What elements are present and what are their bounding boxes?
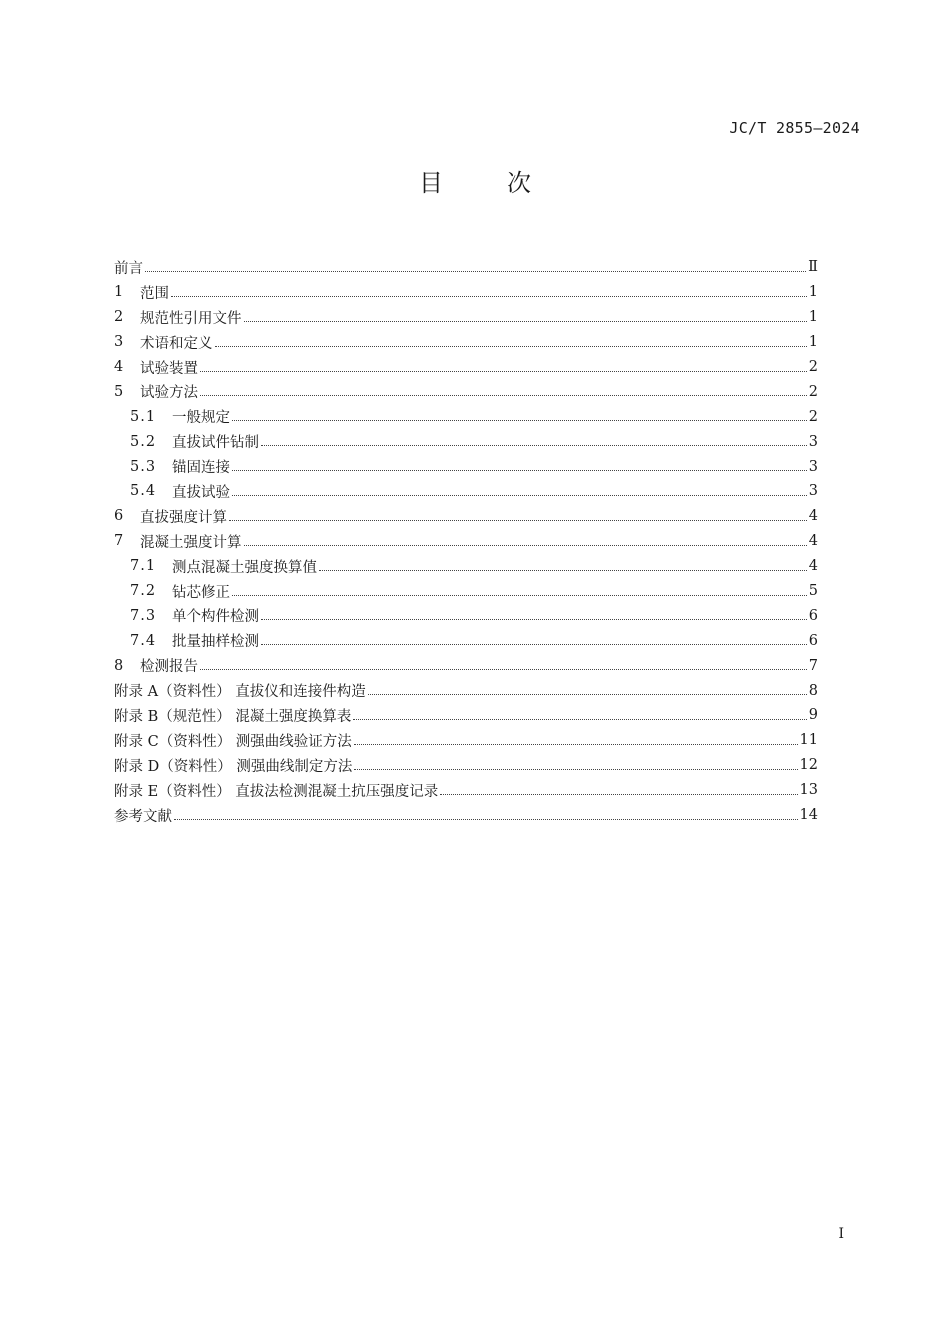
- toc-leader-dots: [200, 669, 807, 670]
- toc-entry-label: 参考文献: [114, 808, 172, 825]
- toc-entry-label: 检测报告: [140, 659, 198, 676]
- toc-entry-number: 6: [114, 508, 124, 525]
- toc-entry-label: 混凝土强度计算: [140, 534, 242, 551]
- toc-entry-number: 8: [114, 657, 124, 674]
- toc-entry[interactable]: [114, 504, 818, 529]
- toc-entry-page: 13: [799, 782, 818, 799]
- page-title: 目次: [419, 169, 595, 197]
- toc-leader-dots: [368, 694, 807, 695]
- toc-entry[interactable]: [114, 728, 818, 753]
- toc-leader-dots: [200, 371, 807, 372]
- toc-entry-page: 1: [808, 284, 818, 301]
- toc-leader-dots: [232, 595, 807, 596]
- toc-leader-dots: [232, 470, 807, 471]
- toc-entry-label: 前言: [114, 260, 143, 277]
- toc-entry-label: 批量抽样检测: [172, 634, 259, 651]
- toc-entry-page: 2: [808, 359, 818, 375]
- toc-entry-label: 单个构件检测: [172, 609, 259, 626]
- toc-entry-page: 7: [808, 657, 818, 674]
- toc-entry-number: 7.1: [130, 558, 157, 575]
- toc-entry-number: 5: [114, 383, 124, 400]
- toc-leader-dots: [354, 744, 798, 745]
- toc-entry-page: 4: [808, 558, 818, 575]
- toc-entry[interactable]: [114, 753, 818, 778]
- toc-entry[interactable]: [114, 653, 818, 678]
- toc-entry[interactable]: [114, 579, 818, 604]
- toc-entry-label: 术语和定义: [140, 335, 213, 352]
- toc-entry[interactable]: [114, 355, 818, 380]
- toc-entry-page: Ⅱ: [808, 259, 818, 276]
- toc-entry-label: 附录 E（资料性） 直拔法检测混凝土抗压强度记录: [114, 783, 439, 800]
- toc-entry-number: 1: [114, 284, 124, 301]
- toc-leader-dots: [171, 296, 807, 297]
- toc-entry[interactable]: [114, 803, 818, 828]
- toc-entry-label: 直拔试件钻制: [172, 435, 259, 452]
- toc-entry-label: 锚固连接: [172, 460, 230, 477]
- toc-leader-dots: [232, 420, 807, 421]
- toc-entry[interactable]: [114, 404, 818, 429]
- toc-entry-label: 附录 B（规范性） 混凝土强度换算表: [114, 708, 352, 725]
- toc-leader-dots: [261, 644, 807, 645]
- toc-entry-label: 直拔试验: [172, 484, 230, 501]
- toc-leader-dots: [244, 545, 807, 546]
- toc-entry-label: 钻芯修正: [172, 584, 230, 601]
- toc-leader-dots: [353, 719, 806, 720]
- toc-entry-label: 试验装置: [140, 360, 198, 377]
- toc-entry-number: 2: [114, 309, 124, 326]
- toc-entry-label: 规范性引用文件: [140, 310, 242, 327]
- toc-entry[interactable]: [114, 529, 818, 554]
- toc-entry-number: 3: [114, 334, 124, 351]
- toc-entry-number: 4: [114, 359, 124, 375]
- toc-entry-page: 4: [808, 508, 818, 525]
- toc-entry[interactable]: [114, 628, 818, 653]
- toc-leader-dots: [232, 495, 807, 496]
- toc-entry-page: 1: [808, 309, 818, 326]
- toc-entry[interactable]: [114, 255, 818, 280]
- toc-entry[interactable]: [114, 554, 818, 579]
- toc-entry-number: 7.4: [130, 632, 157, 649]
- toc-entry-page: 3: [808, 483, 818, 500]
- toc-entry[interactable]: [114, 305, 818, 330]
- toc-entry-page: 4: [808, 533, 818, 550]
- toc-entry-page: 2: [808, 408, 818, 425]
- toc-entry-label: 附录 D（资料性） 测强曲线制定方法: [114, 758, 353, 775]
- toc-entry-label: 一般规定: [172, 410, 230, 427]
- toc-entry-page: 11: [799, 732, 818, 749]
- toc-entry-label: 附录 A（资料性） 直拔仪和连接件构造: [114, 684, 366, 701]
- document-code: JC/T 2855—2024: [729, 119, 860, 137]
- toc-entry-label: 范围: [140, 285, 169, 302]
- toc-entry[interactable]: [114, 429, 818, 454]
- toc-entry-number: 7.2: [130, 583, 157, 600]
- toc-entry-label: 直拔强度计算: [140, 509, 227, 526]
- toc-leader-dots: [244, 321, 807, 322]
- toc-leader-dots: [215, 346, 807, 347]
- toc-leader-dots: [145, 271, 806, 272]
- toc-entry[interactable]: [114, 479, 818, 504]
- toc-leader-dots: [440, 794, 797, 795]
- toc-leader-dots: [200, 395, 807, 396]
- toc-entry-page: 9: [808, 707, 818, 724]
- toc-entry-number: 5.3: [130, 458, 157, 475]
- toc-entry-number: 5.2: [130, 433, 157, 450]
- toc-entry-number: 5.1: [130, 408, 157, 425]
- toc-entry-page: 2: [808, 383, 818, 400]
- toc-entry[interactable]: [114, 280, 818, 305]
- toc-leader-dots: [354, 769, 797, 770]
- toc-entry-page: 5: [808, 583, 818, 600]
- toc-entry-label: 测点混凝土强度换算值: [172, 559, 317, 576]
- toc-entry[interactable]: [114, 778, 818, 803]
- table-of-contents: [114, 255, 818, 827]
- toc-entry[interactable]: [114, 454, 818, 479]
- toc-entry[interactable]: [114, 603, 818, 628]
- toc-entry[interactable]: [114, 379, 818, 404]
- toc-entry-number: 5.4: [130, 483, 157, 500]
- toc-entry-page: 3: [808, 458, 818, 475]
- toc-leader-dots: [261, 445, 807, 446]
- toc-entry[interactable]: [114, 330, 818, 355]
- toc-entry-label: 试验方法: [140, 385, 198, 402]
- toc-entry[interactable]: [114, 678, 818, 703]
- toc-entry-page: 3: [808, 433, 818, 450]
- toc-entry-number: 7: [114, 533, 124, 550]
- toc-entry[interactable]: [114, 703, 818, 728]
- toc-leader-dots: [319, 570, 807, 571]
- toc-entry-page: 8: [808, 682, 818, 699]
- page-number: Ⅰ: [838, 1226, 844, 1242]
- toc-leader-dots: [229, 520, 807, 521]
- toc-entry-page: 6: [808, 607, 818, 624]
- toc-leader-dots: [261, 619, 807, 620]
- toc-entry-page: 6: [808, 632, 818, 649]
- toc-entry-page: 1: [808, 334, 818, 351]
- toc-entry-page: 14: [799, 807, 818, 824]
- toc-entry-number: 7.3: [130, 607, 157, 624]
- toc-entry-page: 12: [799, 757, 818, 774]
- toc-leader-dots: [174, 819, 798, 820]
- toc-entry-label: 附录 C（资料性） 测强曲线验证方法: [114, 733, 352, 750]
